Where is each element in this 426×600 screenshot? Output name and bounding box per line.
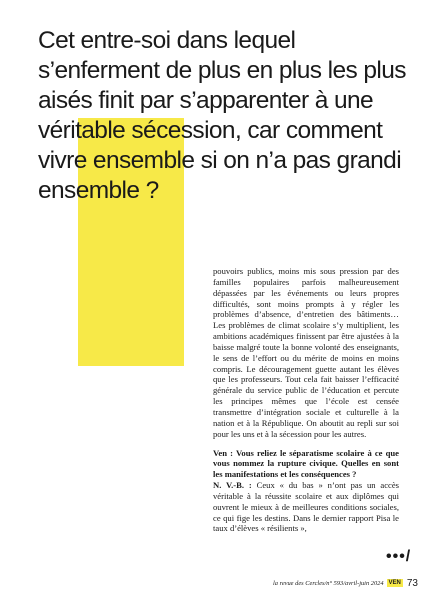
question-speaker: Ven : <box>213 447 233 458</box>
page-number: 73 <box>406 577 418 589</box>
answer-speaker: N. V.-B. : <box>213 480 252 491</box>
pull-quote: Cet entre-soi dans lequel s’enferment de plus en plus les plus aisés finit par s’apparenter à une véritable sécession, car comment vivre ensemble si on n’a pas grandi ensemble ? <box>38 27 406 204</box>
question-text: Vous reliez le séparatisme scolaire à ce que vous nommez la rupture civique. Quelles en sont les manifestations et les conséquences ? <box>213 447 399 480</box>
answer-text: Ceux « du bas » n’ont pas un accès véritable à la réussite scolaire et aux diplômes qui ouvrent le mieux à de meilleures conditions sociales, ce qui fige les destins. Dans le dernier rapport Pisa le taux d’élèves « résilients », <box>213 480 399 534</box>
journal-reference: la revue des Cercles/n° 593/avril-juin 2024 <box>273 579 384 587</box>
journal-logo-badge: VEN <box>388 580 401 586</box>
continue-mark: •••/ <box>386 548 412 565</box>
interview-question <box>213 448 399 481</box>
interview-answer <box>213 480 399 534</box>
page-footer <box>222 576 418 590</box>
body-paragraph: pouvoirs publics, moins mis sous pression par des familles populaires parfois malheureusement dépassées par les événements ou leurs propres difficultés, sont moins prompts à y régler les problèmes d’absence, d’entretien des bâtiments… Les problèmes de climat scolaire s’y multiplient, les ambitions académiques finissent par être ajustées à la baisse malgré toute la bonne volonté des enseignants, le sens de l’effort ou du mérite de moins en moins compris. Le découragement guette autant les élèves que les professeurs. Tout cela fait baisser l’efficacité générale du service public de l’éducation et percute les principes mêmes que l’école est censée transmettre d’intégration sociale et culturelle à la nation et à la République. On aboutit au repli sur soi pour les uns et à la sécession pour les autres. <box>213 266 399 439</box>
article-body-column <box>213 266 399 534</box>
